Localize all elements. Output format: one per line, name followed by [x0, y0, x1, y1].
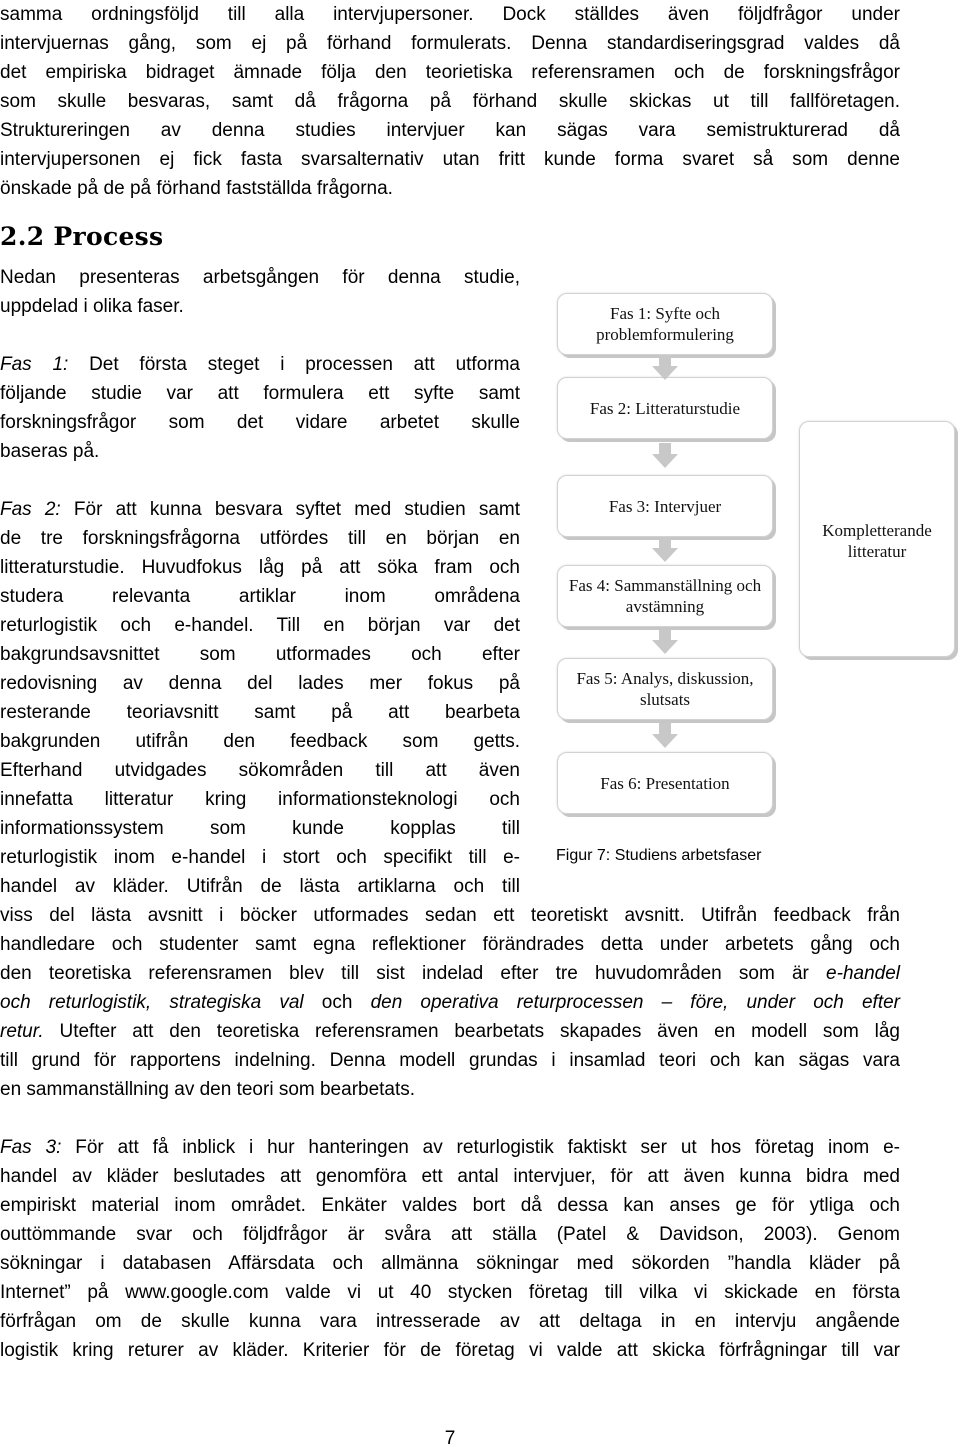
phase-box-1: Fas 1: Syfte och problemformulering: [557, 293, 773, 355]
fas2-continuation: [0, 901, 900, 1104]
phase-box-3: Fas 3: Intervjuer: [557, 475, 773, 537]
down-arrow-icon: [650, 355, 680, 381]
text-line: det empiriska bidraget ämnade följa den teorietiska referensramen och de forskningsfrågor: [0, 62, 900, 83]
text-line: handel av kläder beslutades att genomföra ett antal intervjuer, för att även kunna bidra med: [0, 1166, 900, 1187]
text-line: retur. Utefter att den teoretiska referensramen bearbetats skapades även en modell som låg: [0, 1021, 900, 1042]
text-line: redovisning av denna del lades mer fokus på: [0, 673, 520, 694]
text-line: forskningsfrågor som det vidare arbetet skulle: [0, 412, 520, 433]
text-line: returlogistik och e-handel. Till en början var det: [0, 615, 520, 636]
text-line: handel av kläder. Utifrån de lästa artiklarna och till: [0, 876, 520, 897]
down-arrow-icon: [650, 629, 680, 655]
phase-box-6: Fas 6: Presentation: [557, 752, 773, 814]
text-line: Nedan presenteras arbetsgången för denna studie,: [0, 267, 520, 288]
text-line: bakgrunden utifrån den feedback som getts.: [0, 731, 520, 752]
phase-label: Fas 1:: [0, 354, 69, 375]
side-box-literature: [799, 421, 955, 657]
down-arrow-icon: [650, 443, 680, 469]
phase-box-4: Fas 4: Sammanställning och avstämning: [557, 565, 773, 627]
text-line: viss del lästa avsnitt i böcker utformades sedan ett teoretiskt avsnitt. Utifrån feedback från: [0, 905, 900, 926]
text-line: en sammanställning av den teori som bearbetats.: [0, 1079, 416, 1100]
text-line: de tre forskningsfrågorna utfördes till en början en: [0, 528, 520, 549]
text-line: returlogistik inom e-handel i stort och specifikt till e-: [0, 847, 520, 868]
text-line: och returlogistik, strategiska val och den operativa returprocessen – före, under och efter: [0, 992, 900, 1013]
text-line: outtömmande svar och följdfrågor är svåra att ställa (Patel & Davidson, 2003). Genom: [0, 1224, 900, 1245]
phase-label: Fas 3:: [0, 1137, 62, 1158]
text-line: till grund för rapportens indelning. Denna modell grundas i insamlad teori och kan sägas vara: [0, 1050, 900, 1071]
text-line: empiriskt material inom området. Enkäter valdes bort då dessa kan anses ge för ytliga och: [0, 1195, 900, 1216]
phase-box-2: Fas 2: Litteraturstudie: [557, 377, 773, 439]
text-line: sökningar i databasen Affärsdata och allmänna sökningar med sökorden ”handla kläder på: [0, 1253, 900, 1274]
section-heading: 2.2 Process: [0, 222, 164, 251]
fas2-paragraph: [0, 495, 520, 901]
side-box-label: Kompletterande litteratur: [822, 521, 932, 561]
text-line: den teoretiska referensramen blev till sist indelad efter tre huvudområden som är e-handel: [0, 963, 900, 984]
text-line: handledare och studenter samt egna reflektioner förändrades detta under arbetets gång och: [0, 934, 900, 955]
text-line: Fas 1: Det första steget i processen att utforma: [0, 354, 520, 375]
phase-label: Fas 2:: [0, 499, 61, 520]
text-line: litteraturstudie. Huvudfokus låg på att söka fram och: [0, 557, 520, 578]
text-line: följande studie var att formulera ett syfte samt: [0, 383, 520, 404]
text-line: studera relevanta artiklar inom områdena: [0, 586, 520, 607]
text-line: informationssystem som kunde kopplas till: [0, 818, 520, 839]
text-line: innefatta litteratur kring informationsteknologi och: [0, 789, 520, 810]
text-line: Efterhand utvidgades sökområden till att även: [0, 760, 520, 781]
process-intro-paragraph: [0, 263, 520, 321]
text-line: baseras på.: [0, 441, 100, 462]
figure-caption: Figur 7: Studiens arbetsfaser: [556, 847, 762, 864]
text-line: samma ordningsföljd till alla intervjupersoner. Dock ställdes även följdfrågor under: [0, 4, 900, 25]
phase-box-5: Fas 5: Analys, diskussion, slutsats: [557, 658, 773, 720]
text-line: intervjupersonen ej fick fasta svarsalternativ utan fritt kunde forma svaret så som denne: [0, 149, 900, 170]
fas1-paragraph: [0, 350, 520, 466]
fas3-paragraph: [0, 1133, 900, 1365]
text-line: resterande teoriavsnitt samt på att bearbeta: [0, 702, 520, 723]
down-arrow-icon: [650, 537, 680, 563]
text-line: önskade på de på förhand fastställda frågorna.: [0, 178, 393, 199]
text-line: som skulle besvaras, samt då frågorna på förhand skulle skickas ut till fallföretagen.: [0, 91, 900, 112]
text-line: bakgrundsavsnittet som utformades och efter: [0, 644, 520, 665]
text-line: logistik kring returer av kläder. Kriterier för de företag vi valde att skicka förfrågningar till var: [0, 1340, 900, 1361]
down-arrow-icon: [650, 723, 680, 749]
text-line: Fas 2: För att kunna besvara syftet med studien samt: [0, 499, 520, 520]
text-line: Struktureringen av denna studies intervjuer kan sägas vara semistrukturerad då: [0, 120, 900, 141]
text-line: Fas 3: För att få inblick i hur hanteringen av returlogistik faktiskt ser ut hos företag inom e-: [0, 1137, 900, 1158]
text-line: uppdelad i olika faser.: [0, 296, 184, 317]
intro-paragraph: [0, 0, 900, 203]
text-line: Internet” på www.google.com valde vi ut 40 stycken företag till vilka vi skickade en första: [0, 1282, 900, 1303]
text-line: intervjuernas gång, som ej på förhand formulerats. Denna standardiseringsgrad valdes då: [0, 33, 900, 54]
page-number: 7: [444, 1428, 456, 1449]
text-line: förfrågan om de skulle kunna vara intresserade av att deltaga in en intervju angående: [0, 1311, 900, 1332]
